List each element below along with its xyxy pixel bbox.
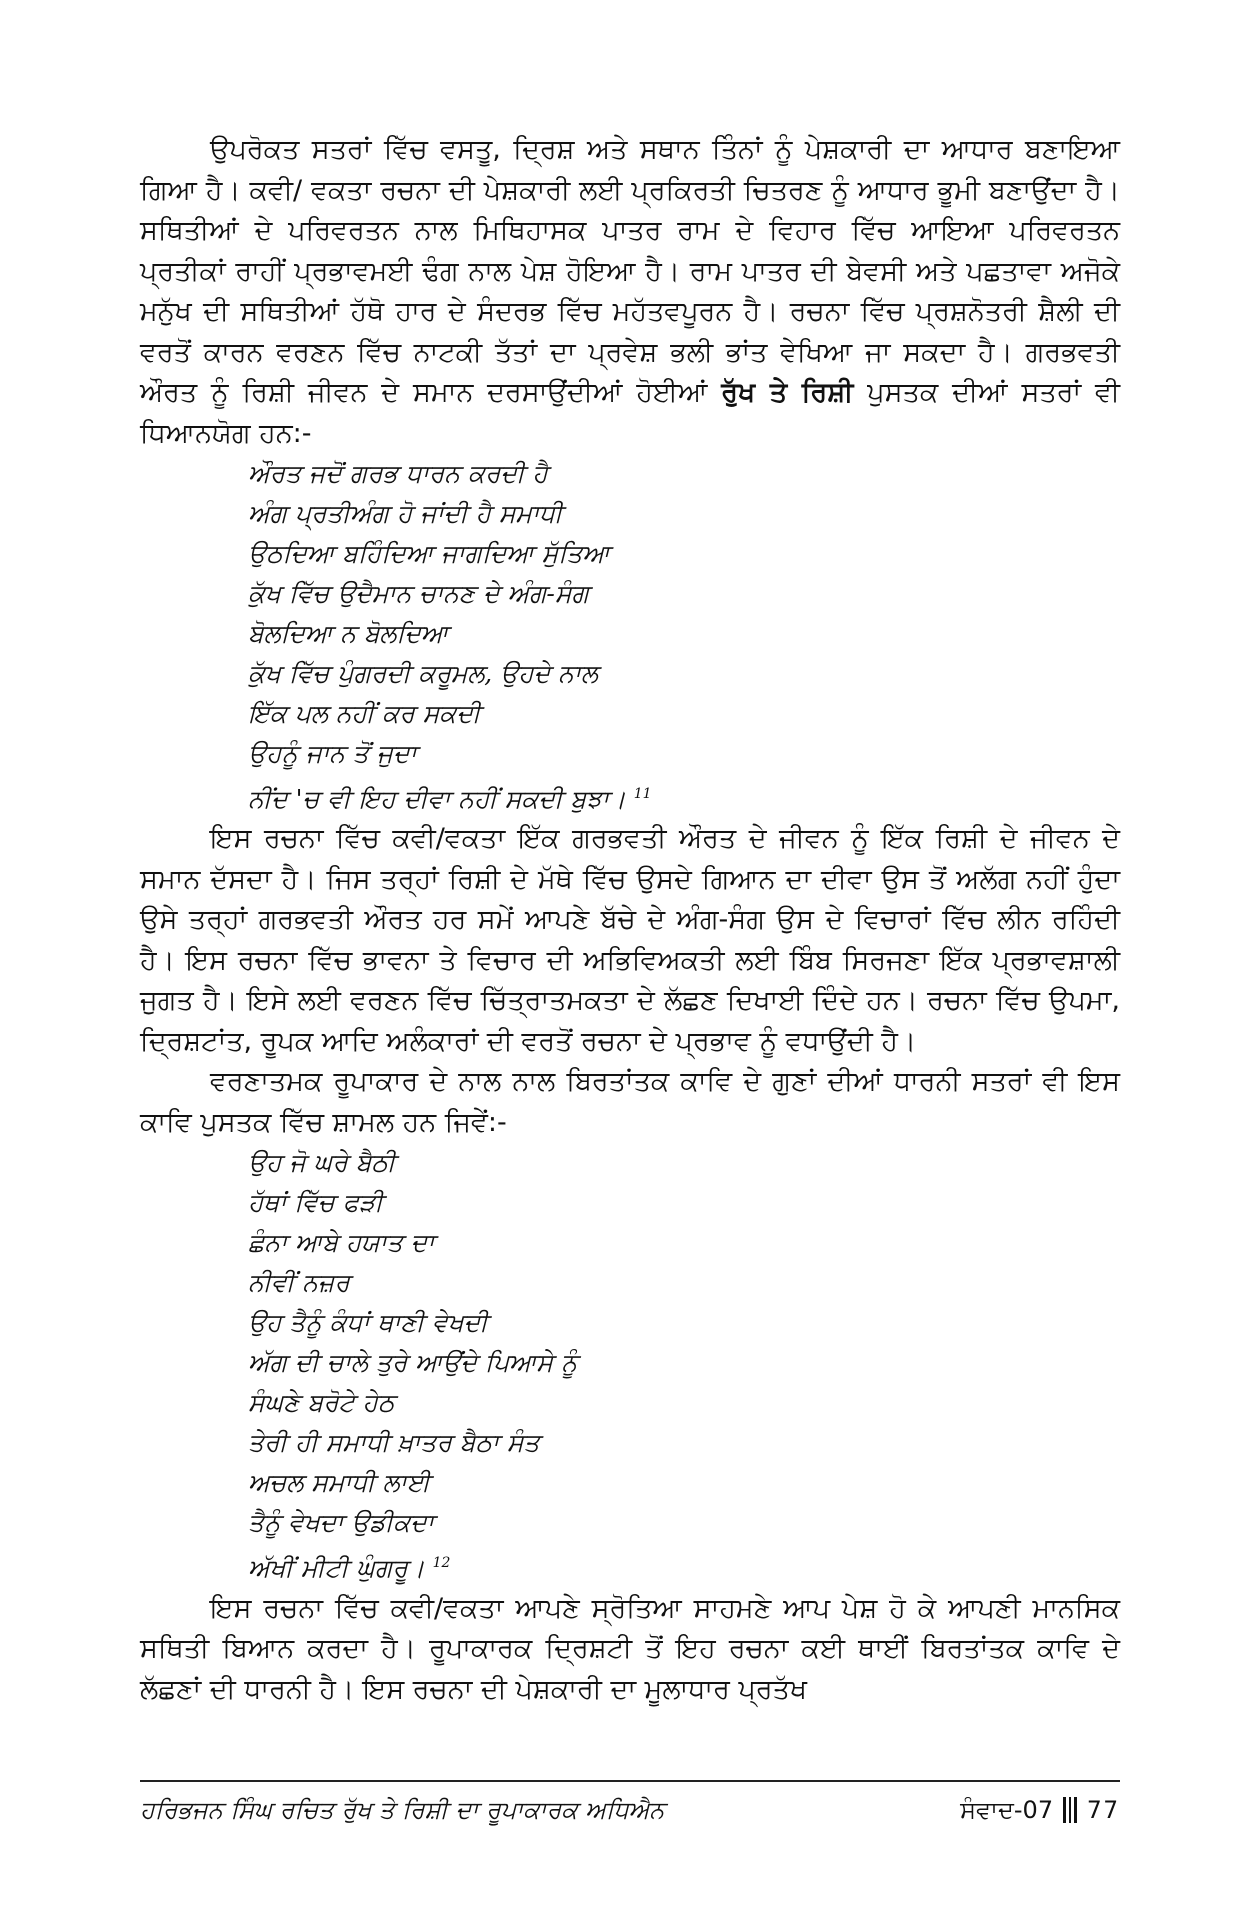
verse-block-1 <box>248 454 1120 819</box>
verse-line: ਉਹਨੂੰ ਜਾਨ ਤੋਂ ਜੁਦਾ <box>248 739 417 768</box>
verse-line: ਉਹ ਜੋ ਘਰੇ ਬੈਠੀ <box>248 1148 396 1178</box>
verse-line: ਕੁੱਖ ਵਿੱਚ ਪੁੰਗਰਦੀ ਕਰੂਮਲ, ਉਹਦੇ ਨਾਲ <box>248 659 598 688</box>
page-number: 77 <box>1087 1796 1120 1824</box>
footnote-reference: 12 <box>432 1555 451 1572</box>
paragraph-1: ਉਪਰੋਕਤ ਸਤਰਾਂ ਵਿੱਚ ਵਸਤੂ, ਦ੍ਰਿਸ਼ ਅਤੇ ਸਥਾਨ ਤਿੰਨਾਂ ਨੂੰ ਪੇਸ਼ਕਾਰੀ ਦਾ ਆਧਾਰ ਬਣਾਇਆ ਗਿਆ ਹੈ। ਕਵੀ/ ਵਕਤਾ ਰਚਨਾ ਦੀ ਪੇਸ਼ਕਾਰੀ ਲਈ ਪ੍ਰਕਿਰਤੀ ਚਿਤਰਣ ਨੂੰ ਆਧਾਰ ਭੂਮੀ ਬਣਾਉਂਦਾ ਹੈ। ਸਥਿਤੀਆਂ ਦੇ ਪਰਿਵਰਤਨ ਨਾਲ ਮਿਥਿਹਾਸਕ ਪਾਤਰ ਰਾਮ ਦੇ ਵਿਹਾਰ ਵਿੱਚ ਆਇਆ ਪਰਿਵਰਤਨ ਪ੍ਰਤੀਕਾਂ ਰਾਹੀਂ ਪ੍ਰਭਾਵਮਈ ਢੰਗ ਨਾਲ ਪੇਸ਼ ਹੋਇਆ ਹੈ। ਰਾਮ ਪਾਤਰ ਦੀ ਬੇਵਸੀ ਅਤੇ ਪਛਤਾਵਾ ਅਜੋਕੇ ਮਨੁੱਖ ਦੀ ਸਥਿਤੀਆਂ ਹੱਥੋ ਹਾਰ ਦੇ ਸੰਦਰਭ ਵਿੱਚ ਮਹੱਤਵਪੂਰਨ ਹੈ। ਰਚਨਾ ਵਿੱਚ ਪ੍ਰਸ਼ਨੋਤਰੀ ਸ਼ੈਲੀ ਦੀ ਵਰਤੋਂ ਕਾਰਨ ਵਰਣਨ ਵਿੱਚ ਨਾਟਕੀ ਤੱਤਾਂ ਦਾ ਪ੍ਰਵੇਸ਼ ਭਲੀ ਭਾਂਤ ਵੇਖਿਆ ਜਾ ਸਕਦਾ ਹੈ। ਗਰਭਵਤੀ ਔਰਤ ਨੂੰ ਰਿਸ਼ੀ ਜੀਵਨ ਦੇ ਸਮਾਨ ਦਰਸਾਉਂਦੀਆਂ ਹੋਈਆਂ ਰੁੱਖ ਤੇ ਰਿਸ਼ੀ ਪੁਸਤਕ ਦੀਆਂ ਸਤਰਾਂ ਵੀ ਧਿਆਨਯੋਗ ਹਨ:- <box>140 134 1120 449</box>
footnote-reference: 11 <box>633 786 652 802</box>
verse-line: ਇੱਕ ਪਲ ਨਹੀਂ ਕਰ ਸਕਦੀ <box>248 699 481 728</box>
verse-line: ਸੰਘਣੇ ਬਰੋਟੇ ਹੇਠ <box>248 1388 395 1418</box>
footer-rule <box>140 1780 1120 1782</box>
verse-line: ਹੱਥਾਂ ਵਿੱਚ ਫੜੀ <box>248 1188 383 1218</box>
verse-line: ਤੈਨੂੰ ਵੇਖਦਾ ਉਡੀਕਦਾ <box>248 1508 434 1538</box>
page-footer <box>140 1790 1120 1830</box>
verse-line: ਉਹ ਤੈਨੂੰ ਕੰਧਾਂ ਥਾਣੀ ਵੇਖਦੀ <box>248 1308 488 1338</box>
verse-line: ਛੰਨਾ ਆਬੇ ਹਯਾਤ ਦਾ <box>248 1228 435 1258</box>
verse-line: ਔਰਤ ਜਦੋਂ ਗਰਭ ਧਾਰਨ ਕਰਦੀ ਹੈ <box>248 459 548 488</box>
verse-line: ਅੰਗ ਪ੍ਰਤੀਅੰਗ ਹੋ ਜਾਂਦੀ ਹੈ ਸਮਾਧੀ <box>248 499 563 528</box>
verse-line: ਕੁੱਖ ਵਿੱਚ ਉਦੈਮਾਨ ਚਾਨਣ ਦੇ ਅੰਗ-ਸੰਗ <box>248 579 589 608</box>
verse-line: ਅੱਖੀਂ ਮੀਟੀ ਘੁੰਗਰੂ। $^{12}$ <box>248 1553 451 1583</box>
page-body <box>140 130 1120 1710</box>
footer-book-title: ਹਰਿਭਜਨ ਸਿੰਘ ਰਚਿਤ ਰੁੱਖ ਤੇ ਰਿਸ਼ੀ ਦਾ ਰੂਪਾਕਾਰਕ ਅਧਿਐਨ <box>140 1796 665 1824</box>
verse-line: ਉਠਦਿਆ ਬਹਿੰਦਿਆ ਜਾਗਦਿਆ ਸੁੱਤਿਆ <box>248 539 610 568</box>
verse-line: ਨੀਂਦ 'ਚ ਵੀ ਇਹ ਦੀਵਾ ਨਹੀਂ ਸਕਦੀ ਬੁਝਾ। $^{11}$ <box>248 784 652 814</box>
paragraph-4: ਇਸ ਰਚਨਾ ਵਿੱਚ ਕਵੀ/ਵਕਤਾ ਆਪਣੇ ਸ੍ਰੋਤਿਆ ਸਾਹਮਣੇ ਆਪ ਪੇਸ਼ ਹੋ ਕੇ ਆਪਣੀ ਮਾਨਸਿਕ ਸਥਿਤੀ ਬਿਆਨ ਕਰਦਾ ਹੈ। ਰੂਪਾਕਾਰਕ ਦ੍ਰਿਸ਼ਟੀ ਤੋਂ ਇਹ ਰਚਨਾ ਕਈ ਥਾਈਂ ਬਿਰਤਾਂਤਕ ਕਾਵਿ ਦੇ ਲੱਛਣਾਂ ਦੀ ਧਾਰਨੀ ਹੈ। ਇਸ ਰਚਨਾ ਦੀ ਪੇਸ਼ਕਾਰੀ ਦਾ ਮੂਲਾਧਾਰ ਪ੍ਰਤੱਖ <box>140 1592 1120 1705</box>
footer-journal: ਸੰਵਾਦ-07 <box>960 1796 1054 1824</box>
separator-bars-icon <box>1063 1797 1077 1823</box>
book-title-inline: ਰੁੱਖ ਤੇ ਰਿਸ਼ੀ <box>721 377 854 408</box>
verse-block-2 <box>248 1143 1120 1588</box>
verse-line: ਤੇਰੀ ਹੀ ਸਮਾਧੀ ਖ਼ਾਤਰ ਬੈਠਾ ਸੰਤ <box>248 1428 540 1458</box>
verse-line: ਅਚਲ ਸਮਾਧੀ ਲਾਈ <box>248 1468 430 1498</box>
verse-line: ਅੱਗ ਦੀ ਚਾਲੇ ਤੁਰੇ ਆਉਂਦੇ ਪਿਆਸੇ ਨੂੰ <box>248 1348 578 1378</box>
verse-line: ਬੋਲਦਿਆ ਨ ਬੋਲਦਿਆ <box>248 619 449 648</box>
paragraph-2: ਇਸ ਰਚਨਾ ਵਿੱਚ ਕਵੀ/ਵਕਤਾ ਇੱਕ ਗਰਭਵਤੀ ਔਰਤ ਦੇ ਜੀਵਨ ਨੂੰ ਇੱਕ ਰਿਸ਼ੀ ਦੇ ਜੀਵਨ ਦੇ ਸਮਾਨ ਦੱਸਦਾ ਹੈ। ਜਿਸ ਤਰ੍ਹਾਂ ਰਿਸ਼ੀ ਦੇ ਮੱਥੇ ਵਿੱਚ ਉਸਦੇ ਗਿਆਨ ਦਾ ਦੀਵਾ ਉਸ ਤੋਂ ਅਲੱਗ ਨਹੀਂ ਹੁੰਦਾ ਉਸੇ ਤਰ੍ਹਾਂ ਗਰਭਵਤੀ ਔਰਤ ਹਰ ਸਮੇਂ ਆਪਣੇ ਬੱਚੇ ਦੇ ਅੰਗ-ਸੰਗ ਉਸ ਦੇ ਵਿਚਾਰਾਂ ਵਿੱਚ ਲੀਨ ਰਹਿੰਦੀ ਹੈ। ਇਸ ਰਚਨਾ ਵਿੱਚ ਭਾਵਨਾ ਤੇ ਵਿਚਾਰ ਦੀ ਅਭਿਵਿਅਕਤੀ ਲਈ ਬਿੰਬ ਸਿਰਜਣਾ ਇੱਕ ਪ੍ਰਭਾਵਸ਼ਾਲੀ ਜੁਗਤ ਹੈ। ਇਸੇ ਲਈ ਵਰਣਨ ਵਿੱਚ ਚਿੱਤ੍ਰਾਤਮਕਤਾ ਦੇ ਲੱਛਣ ਦਿਖਾਈ ਦਿੰਦੇ ਹਨ। ਰਚਨਾ ਵਿੱਚ ਉਪਮਾ, ਦ੍ਰਿਸ਼ਟਾਂਤ, ਰੂਪਕ ਆਦਿ ਅਲੰਕਾਰਾਂ ਦੀ ਵਰਤੋਂ ਰਚਨਾ ਦੇ ਪ੍ਰਭਾਵ ਨੂੰ ਵਧਾਉਂਦੀ ਹੈ। <box>140 823 1120 1057</box>
paragraph-3: ਵਰਣਾਤਮਕ ਰੂਪਾਕਾਰ ਦੇ ਨਾਲ ਨਾਲ ਬਿਰਤਾਂਤਕ ਕਾਵਿ ਦੇ ਗੁਣਾਂ ਦੀਆਂ ਧਾਰਨੀ ਸਤਰਾਂ ਵੀ ਇਸ ਕਾਵਿ ਪੁਸਤਕ ਵਿੱਚ ਸ਼ਾਮਲ ਹਨ ਜਿਵੇਂ:- <box>140 1066 1120 1138</box>
footer-right <box>960 1796 1120 1824</box>
verse-line: ਨੀਵੀਂ ਨਜ਼ਰ <box>248 1268 350 1298</box>
